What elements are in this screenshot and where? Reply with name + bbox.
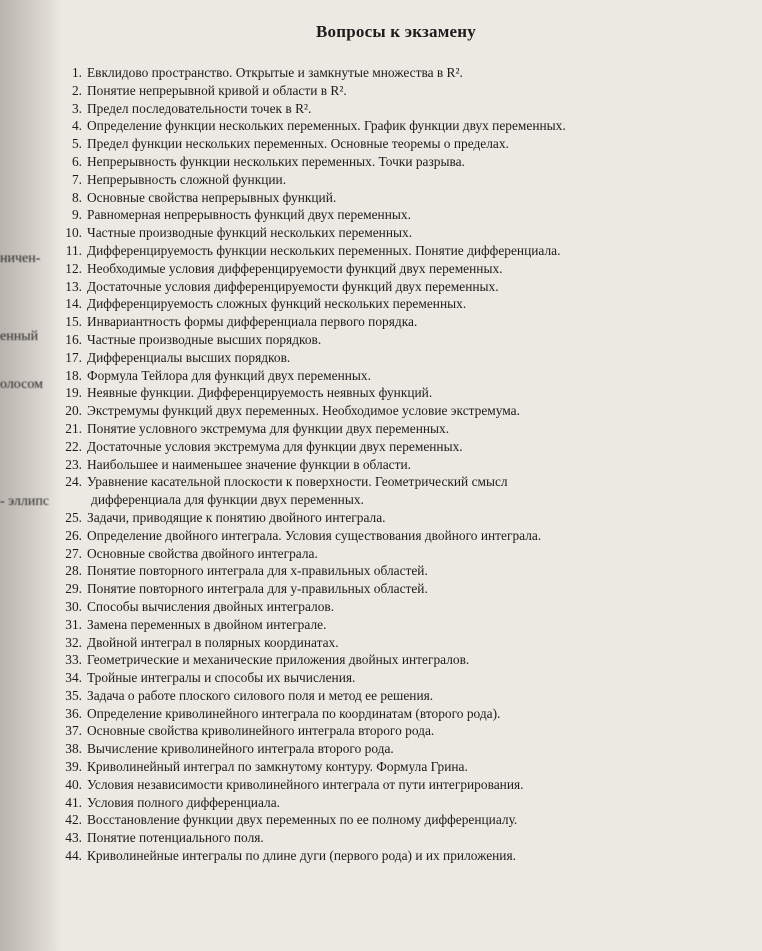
- question-number: 36.: [65, 705, 82, 721]
- question-text: Замена переменных в двойном интеграле.: [87, 616, 327, 632]
- question-text: Непрерывность сложной функции.: [87, 171, 287, 187]
- facing-page-edge: [0, 0, 62, 951]
- margin-fragment: - эллипс: [0, 494, 50, 509]
- question-item: [60, 509, 740, 527]
- question-item: [60, 135, 740, 153]
- question-number: 8.: [71, 189, 82, 205]
- question-text: Задача о работе плоского силового поля и метод ее решения.: [87, 687, 434, 703]
- question-item: [60, 527, 740, 545]
- question-text: Понятие потенциального поля.: [87, 830, 264, 846]
- question-item: [60, 669, 740, 687]
- question-number: 44.: [65, 848, 82, 864]
- question-number: 37.: [65, 723, 82, 739]
- question-number: 4.: [71, 118, 82, 134]
- question-item: [60, 794, 740, 812]
- question-text: Криволинейный интеграл по замкнутому контуру. Формула Грина.: [87, 759, 468, 775]
- question-text: Непрерывность функции нескольких переменных. Точки разрыва.: [87, 153, 465, 169]
- question-item: [60, 687, 740, 705]
- question-number: 34.: [65, 670, 82, 686]
- question-text: Дифференцируемость сложных функций нескольких переменных.: [87, 296, 467, 312]
- question-text: Дифференцируемость функции нескольких переменных. Понятие дифференциала.: [87, 242, 561, 258]
- question-item: [60, 313, 740, 331]
- question-number: 29.: [65, 581, 82, 597]
- question-number: 43.: [65, 830, 82, 846]
- question-number: 12.: [65, 260, 82, 276]
- question-number: 32.: [65, 634, 82, 650]
- question-text: Вычисление криволинейного интеграла второго рода.: [87, 741, 394, 757]
- question-item: [60, 189, 740, 207]
- question-number: 26.: [65, 527, 82, 543]
- question-text: Необходимые условия дифференцируемости функций двух переменных.: [87, 260, 503, 276]
- question-number: 42.: [65, 812, 82, 828]
- question-number: 33.: [65, 652, 82, 668]
- question-number: 7.: [71, 171, 82, 187]
- question-number: 1.: [71, 65, 82, 80]
- question-item: [60, 634, 740, 652]
- question-item: [60, 438, 740, 456]
- question-item: [60, 811, 740, 829]
- page-title: Вопросы к экзамену: [316, 22, 476, 41]
- question-text: Частные производные функций нескольких переменных.: [87, 225, 413, 241]
- question-number: 5.: [71, 136, 82, 152]
- question-text: Понятие повторного интеграла для y-правильных областей.: [87, 581, 428, 597]
- question-item: [60, 758, 740, 776]
- question-number: 11.: [65, 242, 82, 258]
- question-item: [60, 740, 740, 758]
- question-item: [60, 705, 740, 723]
- question-text: Достаточные условия дифференцируемости функций двух переменных.: [87, 278, 499, 294]
- question-item: [60, 722, 740, 740]
- question-number: 19.: [65, 385, 82, 401]
- question-text: Двойной интеграл в полярных координатах.: [87, 634, 339, 650]
- question-item: [60, 242, 740, 260]
- question-text: Основные свойства криволинейного интеграла второго рода.: [87, 723, 435, 739]
- question-item: [60, 64, 740, 82]
- question-number: 16.: [65, 331, 82, 347]
- question-item: [60, 117, 740, 135]
- question-item: [60, 224, 740, 242]
- question-item: [60, 456, 740, 474]
- question-text: Основные свойства двойного интеграла.: [87, 545, 318, 561]
- question-item: [60, 82, 740, 100]
- question-item: [60, 473, 740, 509]
- question-item: [60, 616, 740, 634]
- question-item: [60, 349, 740, 367]
- question-number: 35.: [65, 687, 82, 703]
- question-item: [60, 171, 740, 189]
- question-text: Понятие непрерывной кривой и области в R².: [87, 82, 347, 98]
- question-text: Определение криволинейного интеграла по координатам (второго рода).: [87, 705, 501, 721]
- question-number: 18.: [65, 367, 82, 383]
- question-item: [60, 367, 740, 385]
- question-number: 13.: [65, 278, 82, 294]
- question-number: 2.: [71, 82, 82, 98]
- margin-fragment: ничен-: [0, 251, 41, 266]
- margin-fragment: олосом: [0, 377, 43, 392]
- question-item: [60, 100, 740, 118]
- question-text: Определение двойного интеграла. Условия существования двойного интеграла.: [87, 527, 542, 543]
- question-item: [60, 776, 740, 794]
- question-item: [60, 420, 740, 438]
- question-text-continuation: дифференциала для функции двух переменных.: [91, 492, 364, 508]
- question-text: Геометрические и механические приложения двойных интегралов.: [87, 652, 470, 668]
- question-number: 3.: [71, 100, 82, 116]
- question-text: Понятие повторного интеграла для x-правильных областей.: [87, 563, 428, 579]
- question-number: 39.: [65, 759, 82, 775]
- question-item: [60, 278, 740, 296]
- question-text: Формула Тейлора для функций двух переменных.: [87, 367, 371, 383]
- question-item: [60, 580, 740, 598]
- question-text: Евклидово пространство. Открытые и замкнутые множества в R².: [87, 65, 463, 80]
- question-item: [60, 847, 740, 865]
- question-number: 30.: [65, 598, 82, 614]
- question-number: 14.: [65, 296, 82, 312]
- question-number: 10.: [65, 225, 82, 241]
- question-text: Условия полного дифференциала.: [87, 794, 280, 810]
- question-text: Равномерная непрерывность функций двух переменных.: [87, 207, 411, 223]
- question-item: [60, 260, 740, 278]
- question-text: Неявные функции. Дифференцируемость неявных функций.: [87, 385, 433, 401]
- question-item: [60, 295, 740, 313]
- question-text: Основные свойства непрерывных функций.: [87, 189, 337, 205]
- question-item: [60, 331, 740, 349]
- question-number: 21.: [65, 420, 82, 436]
- question-number: 15.: [65, 314, 82, 330]
- question-text: Тройные интегралы и способы их вычисления.: [87, 670, 356, 686]
- question-item: [60, 651, 740, 669]
- question-item: [60, 829, 740, 847]
- question-text: Способы вычисления двойных интегралов.: [87, 598, 335, 614]
- question-item: [60, 545, 740, 563]
- question-text: Условия независимости криволинейного интеграла от пути интегрирования.: [87, 776, 524, 792]
- question-item: [60, 153, 740, 171]
- question-number: 9.: [71, 207, 82, 223]
- question-number: 27.: [65, 545, 82, 561]
- question-text: Предел последовательности точек в R².: [87, 100, 312, 116]
- exam-questions-list: [60, 64, 740, 865]
- question-text: Восстановление функции двух переменных по ее полному дифференциалу.: [87, 812, 518, 828]
- question-number: 41.: [65, 794, 82, 810]
- question-number: 25.: [65, 509, 82, 525]
- question-number: 17.: [65, 349, 82, 365]
- question-text: Криволинейные интегралы по длине дуги (первого рода) и их приложения.: [87, 848, 516, 864]
- question-text: Дифференциалы высших порядков.: [87, 349, 291, 365]
- question-number: 40.: [65, 776, 82, 792]
- question-number: 20.: [65, 403, 82, 419]
- question-item: [60, 562, 740, 580]
- question-text: Достаточные условия экстремума для функции двух переменных.: [87, 438, 463, 454]
- question-text: Экстремумы функций двух переменных. Необходимое условие экстремума.: [87, 403, 520, 419]
- question-number: 23.: [65, 456, 82, 472]
- question-item: [60, 598, 740, 616]
- question-text: Предел функции нескольких переменных. Основные теоремы о пределах.: [87, 136, 509, 152]
- question-number: 6.: [71, 153, 82, 169]
- question-number: 38.: [65, 741, 82, 757]
- question-item: [60, 402, 740, 420]
- question-text: Понятие условного экстремума для функции двух переменных.: [87, 420, 450, 436]
- question-text: Задачи, приводящие к понятию двойного интеграла.: [87, 509, 386, 525]
- question-item: [60, 206, 740, 224]
- question-number: 31.: [65, 616, 82, 632]
- question-number: 24.: [65, 474, 82, 490]
- question-number: 28.: [65, 563, 82, 579]
- question-text: Наибольшее и наименьшее значение функции в области.: [87, 456, 411, 472]
- margin-fragment: енный: [0, 329, 39, 344]
- question-text: Инвариантность формы дифференциала первого порядка.: [87, 314, 418, 330]
- question-number: 22.: [65, 438, 82, 454]
- question-text: Определение функции нескольких переменных. График функции двух переменных.: [87, 118, 566, 134]
- question-item: [60, 384, 740, 402]
- question-text: Уравнение касательной плоскости к поверхности. Геометрический смысл: [87, 474, 508, 490]
- question-text: Частные производные высших порядков.: [87, 331, 322, 347]
